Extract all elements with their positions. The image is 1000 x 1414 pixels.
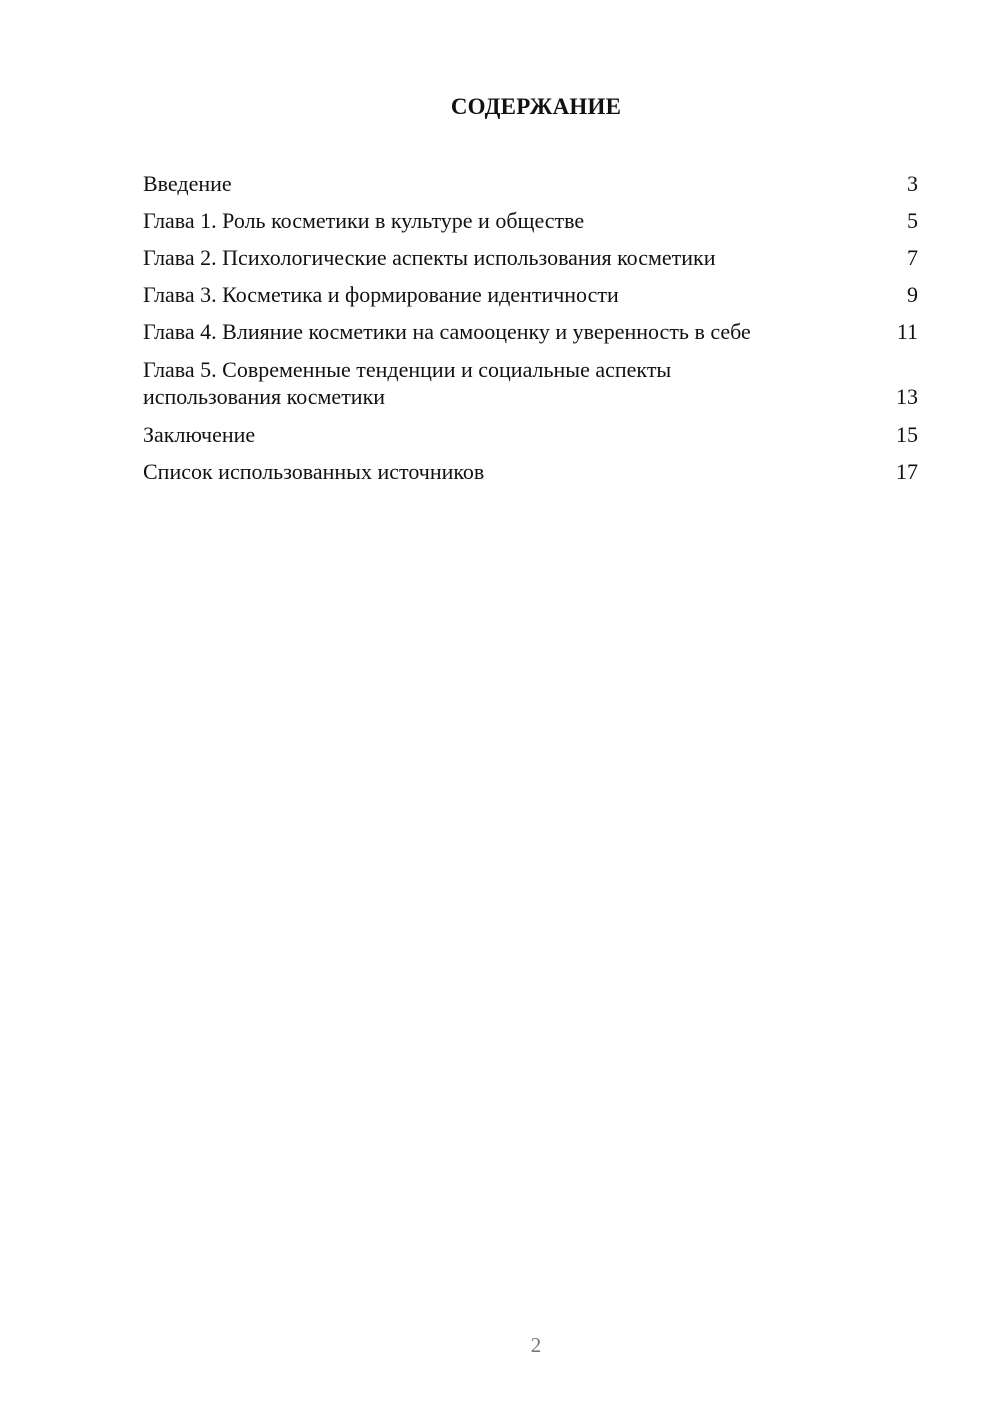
toc-entry-chapter-5: [143, 356, 918, 410]
toc-entry-introduction: [143, 170, 918, 197]
toc-entry-page: 13: [896, 384, 918, 409]
page-number: 2: [530, 1333, 542, 1357]
toc-entry-label: Введение: [143, 171, 232, 196]
page-title: СОДЕРЖАНИЕ: [450, 94, 622, 119]
toc-entry-label: Глава 5. Современные тенденции и социальные аспекты использования косметики: [143, 357, 672, 409]
toc-entry-label: Глава 3. Косметика и формирование идентичности: [143, 282, 619, 307]
toc-entry-chapter-1: [143, 207, 918, 234]
toc-entry-page: 11: [896, 319, 918, 344]
toc-entry-label: Глава 4. Влияние косметики на самооценку и уверенность в себе: [143, 319, 751, 344]
toc-entry-label: Глава 2. Психологические аспекты использования косметики: [143, 245, 716, 270]
toc-entry-chapter-2: [143, 244, 918, 271]
toc-entry-references: [143, 458, 918, 485]
toc-entry-page: 7: [907, 245, 918, 270]
toc-entry-conclusion: [143, 421, 918, 448]
toc-entry-page: 3: [907, 171, 918, 196]
toc-entry-label: Глава 1. Роль косметики в культуре и обществе: [143, 208, 585, 233]
toc-entry-chapter-4: [143, 318, 918, 345]
toc-entry-label: Заключение: [143, 422, 256, 447]
toc-entry-chapter-3: [143, 281, 918, 308]
toc-entry-label: Список использованных источников: [143, 459, 485, 484]
toc-entry-page: 17: [896, 459, 918, 484]
toc-entry-page: 9: [907, 282, 918, 307]
table-of-contents: [143, 170, 918, 495]
toc-entry-page: 15: [896, 422, 918, 447]
toc-entry-page: 5: [907, 208, 918, 233]
